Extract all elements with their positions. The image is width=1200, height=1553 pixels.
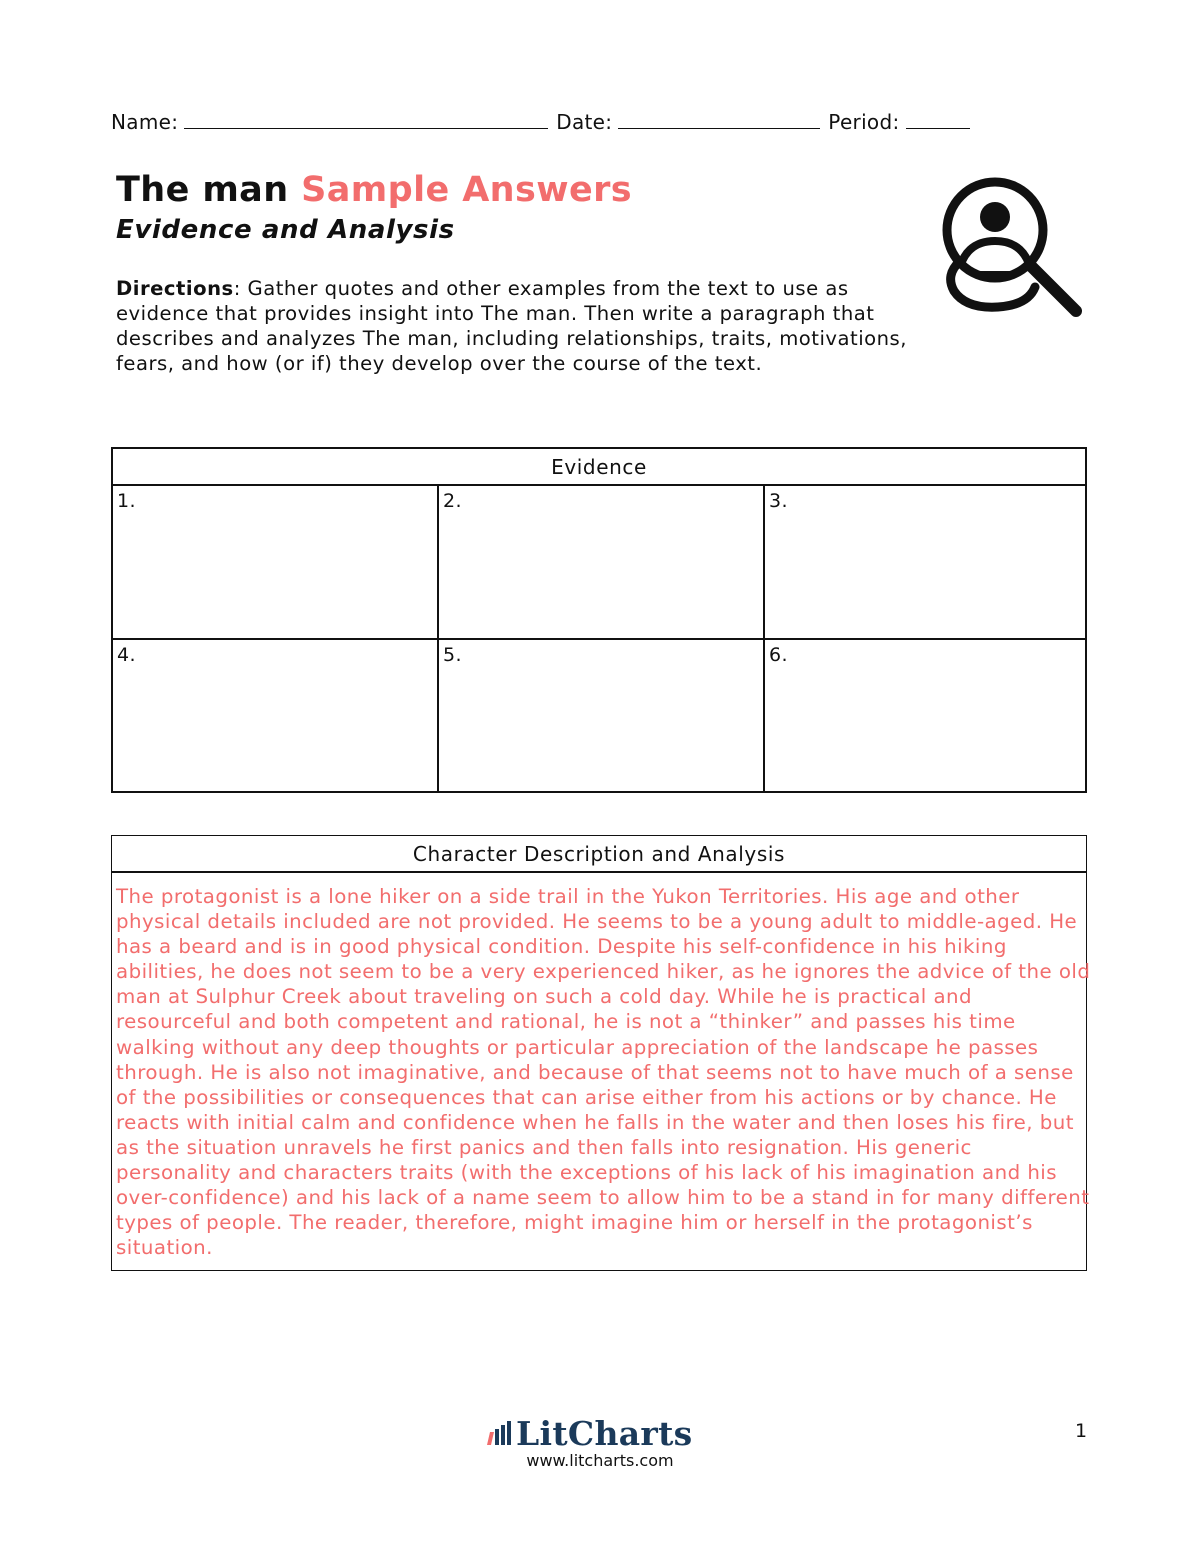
- page-title: [116, 170, 632, 210]
- url-text[interactable]: www.litcharts.com: [526, 1451, 674, 1470]
- analysis-table: [111, 835, 1091, 1271]
- evidence-cell-4[interactable]: 4.: [117, 644, 136, 666]
- page-subtitle: Evidence and Analysis: [116, 215, 455, 245]
- evidence-cell-2[interactable]: 2.: [443, 490, 462, 512]
- evidence-header: Evidence: [113, 449, 1085, 486]
- directions-label: Directions: [116, 277, 234, 300]
- date-label: Date:: [556, 110, 613, 134]
- title-accent: Sample Answers: [301, 170, 632, 210]
- website-url[interactable]: [0, 1451, 1200, 1470]
- evidence-cell-1[interactable]: 1.: [117, 490, 136, 512]
- directions: [116, 276, 916, 376]
- evidence-table: [111, 447, 1087, 793]
- date-field[interactable]: [618, 112, 820, 129]
- litcharts-logo[interactable]: [486, 1413, 693, 1453]
- title-main: The man: [116, 170, 289, 210]
- litcharts-bars-icon: [486, 1420, 512, 1446]
- name-label: Name:: [111, 110, 179, 134]
- analysis-header: Character Description and Analysis: [112, 836, 1086, 873]
- directions-text: : Gather quotes and other examples from the text to use as evidence that provides insight into The man. Then write a paragraph that describes and analyzes The man, including relationships, traits, motivations, fears, and how (or if) they develop over the course of the text.: [116, 277, 907, 375]
- period-field[interactable]: [906, 112, 970, 129]
- magnifying-glass-person-icon: [940, 175, 1085, 320]
- period-label: Period:: [828, 110, 900, 134]
- evidence-cell-5[interactable]: 5.: [443, 644, 462, 666]
- page-number: 1: [1075, 1420, 1088, 1442]
- analysis-answer: The protagonist is a lone hiker on a side trail in the Yukon Territories. His age and other physical details included are not provided. He seems to be a young adult to middle-aged. He has a beard and is in good physical condition. Despite his self-confidence in his hiking abilities, he does not seem to be a very experienced hiker, as he ignores the advice of the old man at Sulphur Creek about traveling on such a cold day. While he is practical and resourceful and both competent and rational, he is not a “thinker” and passes his time walking without any deep thoughts or particular appreciation of the landscape he passes through. He is also not imaginative, and because of that seems not to have much of a sense of the possibilities or consequences that can arise either from his actions or by chance. He reacts with initial calm and confidence when he falls in the water and then loses his fire, but as the situation unravels he first panics and then falls into resignation. His generic personality and characters traits (with the exceptions of his lack of his imagination and his over-confidence) and his lack of a name seem to allow him to be a stand in for many different types of people. The reader, therefore, might imagine him or herself in the protagonist’s situation.: [116, 885, 1091, 1260]
- name-field[interactable]: [184, 112, 548, 129]
- evidence-cell-6[interactable]: 6.: [769, 644, 788, 666]
- student-info-line: [111, 110, 970, 134]
- evidence-cell-3[interactable]: 3.: [769, 490, 788, 512]
- brand-name: LitCharts: [516, 1413, 693, 1453]
